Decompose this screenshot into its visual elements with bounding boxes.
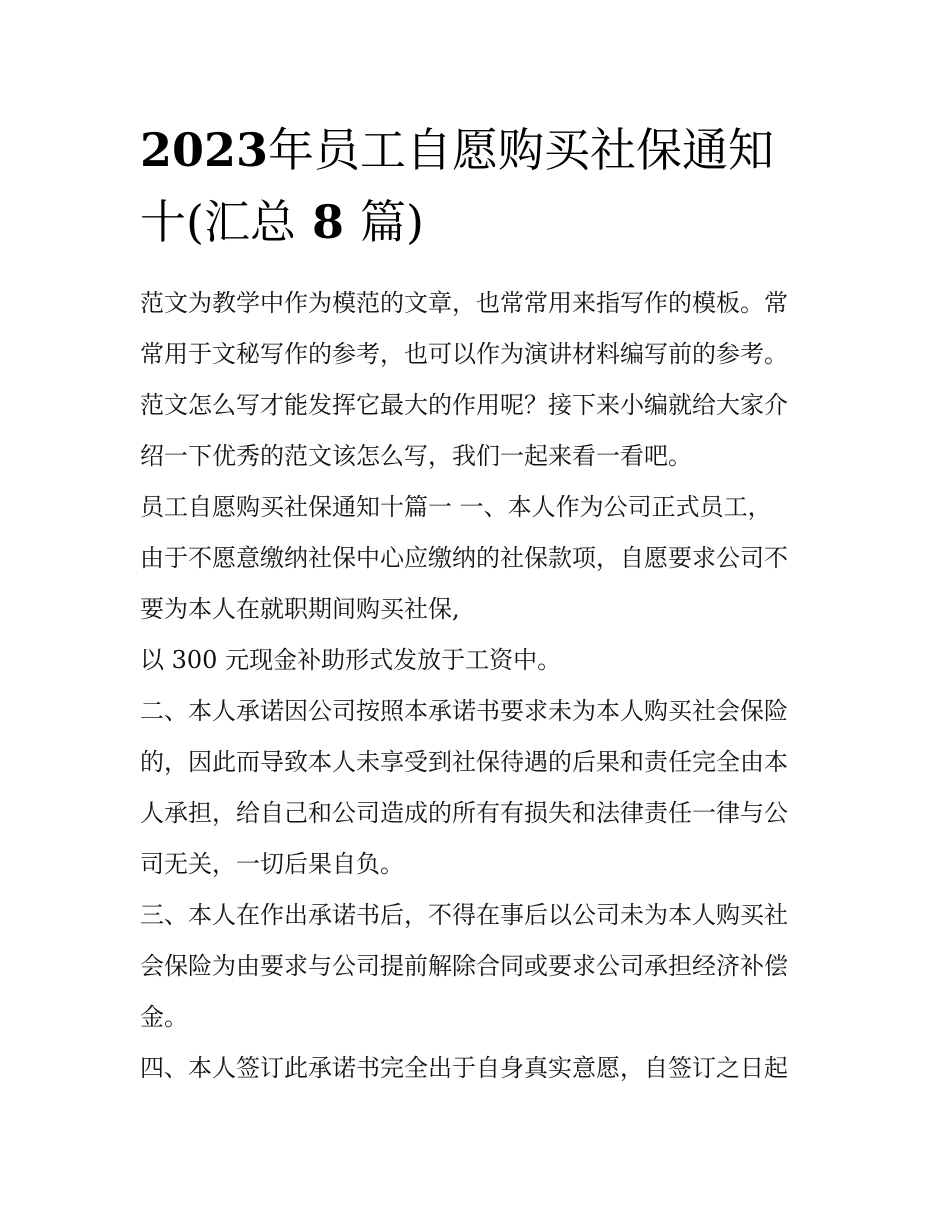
title-text-3: 篇): [360, 195, 424, 249]
body-line: 司无关，一切后果自负。: [140, 850, 404, 878]
body-line: 绍一下优秀的范文该怎么写，我们一起来看一看吧。: [140, 442, 692, 470]
body-line: 范文为教学中作为模范的文章，也常常用来指写作的模板。常: [140, 289, 788, 317]
title-text-1: 年员工自愿购买社保通知: [268, 123, 775, 177]
body-line: 范文怎么写才能发挥它最大的作用呢？接下来小编就给大家介: [140, 391, 788, 419]
body-line: 以 300 元现金补助形式发放于工资中。: [140, 646, 562, 674]
body-line: 员工自愿购买社保通知十篇一 一、本人作为公司正式员工，: [140, 493, 772, 521]
body-line: 二、本人承诺因公司按照本承诺书要求未为本人购买社会保险: [140, 697, 788, 725]
body-line: 常用于文秘写作的参考，也可以作为演讲材料编写前的参考。: [140, 340, 788, 368]
document-body: [140, 278, 820, 1094]
body-line: 会保险为由要求与公司提前解除合同或要求公司承担经济补偿: [140, 952, 788, 980]
body-line: 人承担，给自己和公司造成的所有有损失和法律责任一律与公: [140, 799, 788, 827]
title-count: 8: [295, 195, 360, 249]
body-line: 由于不愿意缴纳社保中心应缴纳的社保款项，自愿要求公司不: [140, 544, 788, 572]
title-text-2: 十(汇总: [140, 195, 296, 249]
document-title: [140, 114, 820, 258]
body-line: 金。: [140, 1003, 188, 1031]
body-line: 要为本人在就职期间购买社保,: [140, 595, 460, 623]
title-year: 2023: [140, 123, 269, 177]
body-line: 的，因此而导致本人未享受到社保待遇的后果和责任完全由本: [140, 748, 788, 776]
body-line: 四、本人签订此承诺书完全出于自身真实意愿，自签订之日起: [140, 1054, 788, 1082]
body-line: 三、本人在作出承诺书后，不得在事后以公司未为本人购买社: [140, 901, 788, 929]
